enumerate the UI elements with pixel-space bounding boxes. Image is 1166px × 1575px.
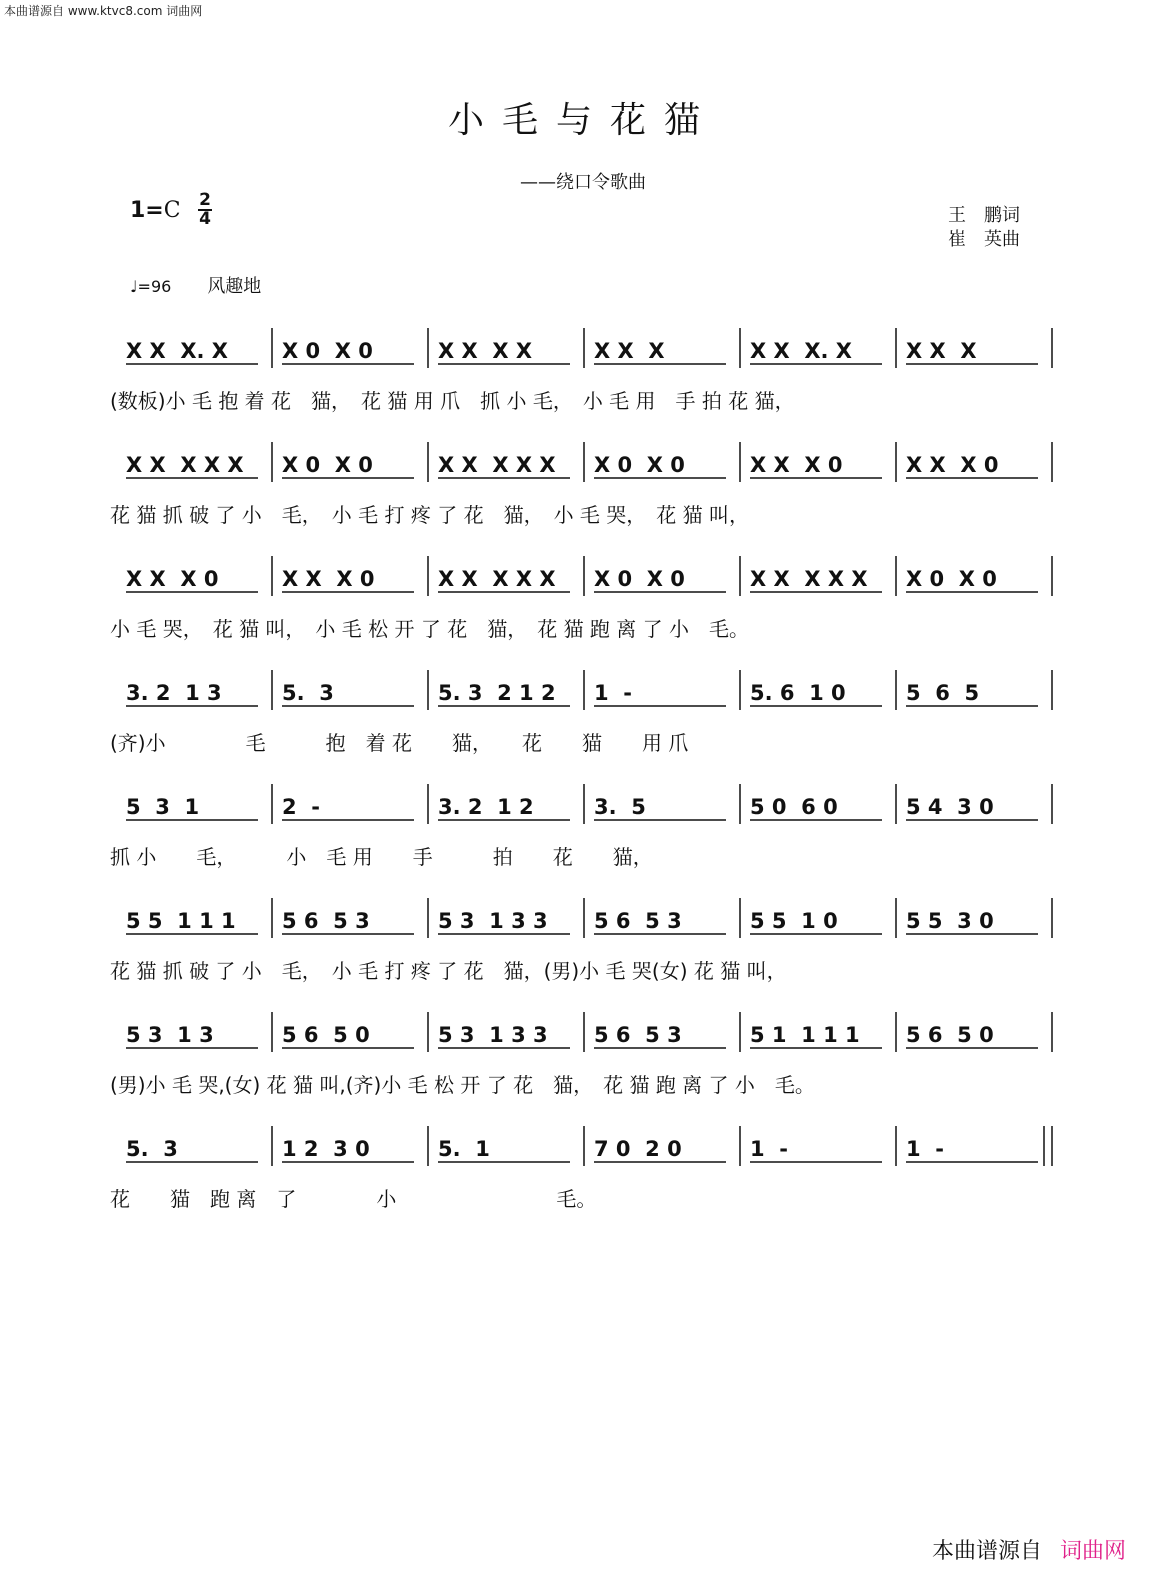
measure-notes: 5 6 5 (906, 681, 980, 705)
measure-notes: X X X. X (750, 339, 852, 363)
bottom-watermark-site: 词曲网 (1059, 1539, 1126, 1564)
measure-notes: 5 3 1 3 (126, 1023, 214, 1047)
measure-notes: X X X 0 (906, 453, 999, 477)
time-signature-top: 2 (199, 190, 211, 210)
composer: 崔 英曲 (948, 229, 1020, 250)
measure-notes: 5 3 1 3 3 (438, 1023, 548, 1047)
measure-notes: 5. 3 (282, 681, 334, 705)
measure-notes: 3. 5 (594, 795, 646, 819)
measure-notes: X X X 0 (126, 567, 219, 591)
measure-notes: X X X (906, 339, 977, 363)
measure-notes: 1 - (750, 1137, 788, 1161)
measure-notes: X X X 0 (750, 453, 843, 477)
measure-notes: 5 5 1 1 1 (126, 909, 236, 933)
measure-notes: X X X X X (438, 567, 556, 591)
measure-notes: X 0 X 0 (906, 567, 997, 591)
key-prefix: 1= (130, 198, 164, 223)
lyricist: 王 鹏词 (948, 205, 1020, 226)
measure-notes: X X X X X (438, 453, 556, 477)
measure-notes: 5 6 5 3 (282, 909, 370, 933)
measure-notes: 5 5 3 0 (906, 909, 994, 933)
measure-notes: 5. 1 (438, 1137, 490, 1161)
tempo-marking (130, 272, 261, 298)
key-note: C (163, 198, 181, 223)
measure-notes: 5 1 1 1 1 (750, 1023, 860, 1047)
measure-notes: 5 3 1 3 3 (438, 909, 548, 933)
measure-notes: X 0 X 0 (594, 567, 685, 591)
lyric-line: (男)小 毛 哭,(女) 花 猫 叫,(齐)小 毛 松 开 了 花 猫， 花 猫 跑 离 了 小 毛。 (110, 1073, 815, 1097)
measure-notes: X X X. X (126, 339, 228, 363)
measure-notes: 1 - (906, 1137, 944, 1161)
measure-notes: 5 3 1 (126, 795, 200, 819)
top-watermark: 本曲谱源自 www.ktvc8.com 词曲网 (4, 4, 203, 18)
measure-notes: 5 6 5 3 (594, 909, 682, 933)
measure-notes: X X X X (438, 339, 533, 363)
song-title: 小毛与花猫 (447, 100, 718, 141)
time-signature (198, 192, 212, 228)
measure-notes: X X X X X (750, 567, 868, 591)
lyric-line: (数板)小 毛 抱 着 花 猫， 花 猫 用 爪 抓 小 毛， 小 毛 用 手 拍 花 猫， (110, 389, 795, 413)
tempo-bpm: ♩=96 (130, 277, 172, 296)
bottom-watermark (932, 1534, 1126, 1565)
lyric-line: 花 猫 抓 破 了 小 毛， 小 毛 打 疼 了 花 猫， 小 毛 哭， 花 猫 叫， (110, 503, 750, 527)
lyric-line: (齐)小 毛 抱 着 花 猫， 花 猫 用 爪 (110, 731, 689, 755)
measure-notes: 3. 2 1 2 (438, 795, 534, 819)
lyric-line: 花 猫 跑 离 了 小 毛。 (110, 1187, 597, 1211)
measure-notes: 1 - (594, 681, 632, 705)
lyric-line: 花 猫 抓 破 了 小 毛， 小 毛 打 疼 了 花 猫，(男)小 毛 哭(女) 花 猫 叫， (110, 959, 787, 983)
measure-notes: 5 0 6 0 (750, 795, 838, 819)
bottom-watermark-source: 本曲谱源自 (931, 1539, 1042, 1564)
measure-notes: 5 5 1 0 (750, 909, 838, 933)
measure-notes: X 0 X 0 (282, 339, 373, 363)
measure-notes: 5. 3 (126, 1137, 178, 1161)
measure-notes: 5. 6 1 0 (750, 681, 846, 705)
measure-notes: X X X X X (126, 453, 244, 477)
measure-notes: 3. 2 1 3 (126, 681, 222, 705)
lyric-line: 抓 小 毛， 小 毛 用 手 拍 花 猫， (110, 845, 653, 869)
measure-notes: X 0 X 0 (282, 453, 373, 477)
measure-notes: 5 6 5 0 (282, 1023, 370, 1047)
song-subtitle: ——绕口令歌曲 (520, 172, 646, 193)
tempo-style: 风趣地 (207, 276, 262, 297)
measure-notes: 5 4 3 0 (906, 795, 994, 819)
lyric-line: 小 毛 哭， 花 猫 叫， 小 毛 松 开 了 花 猫， 花 猫 跑 离 了 小 毛。 (110, 617, 750, 641)
measure-notes: 7 0 2 0 (594, 1137, 682, 1161)
credits (948, 204, 1020, 252)
measure-notes: X X X (594, 339, 665, 363)
time-signature-bottom: 4 (199, 209, 211, 229)
measure-notes: 5. 3 2 1 2 (438, 681, 556, 705)
measure-notes: 5 6 5 0 (906, 1023, 994, 1047)
measure-notes: 1 2 3 0 (282, 1137, 370, 1161)
measure-notes: X 0 X 0 (594, 453, 685, 477)
measure-notes: 2 - (282, 795, 320, 819)
key-signature (130, 198, 181, 223)
measure-notes: X X X 0 (282, 567, 375, 591)
measure-notes: 5 6 5 3 (594, 1023, 682, 1047)
